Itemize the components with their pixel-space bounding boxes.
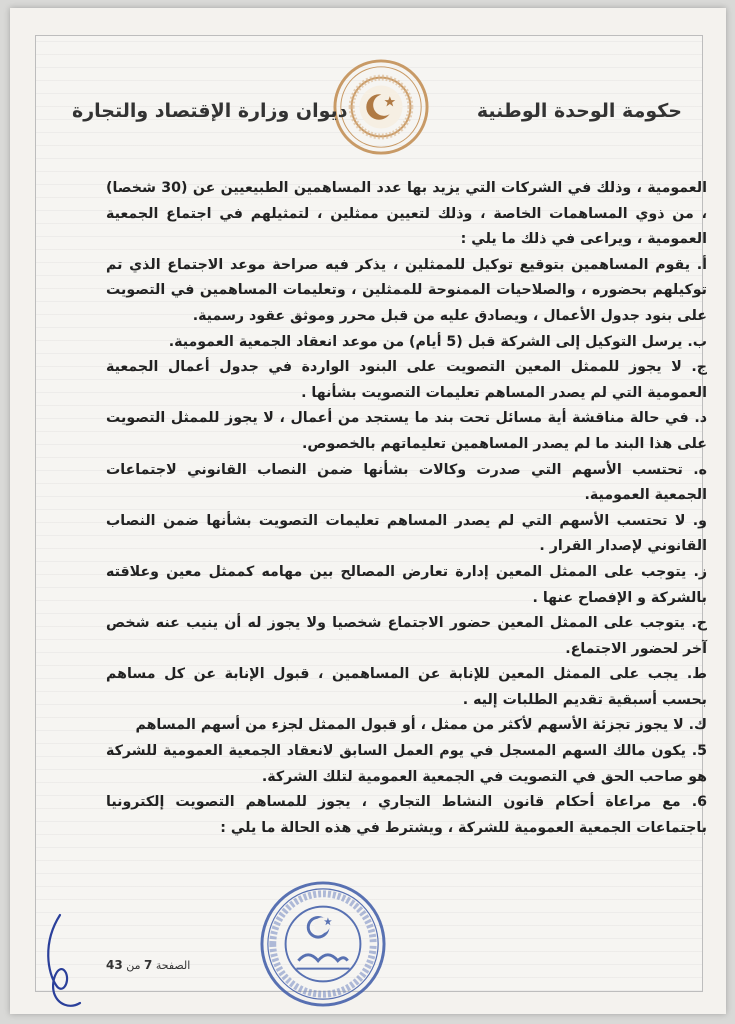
paragraph: 6. مع مراعاة أحكام قانون النشاط التجاري ، يجوز للمساهم التصويت إلكترونيا باجتماعات الجمعية العمومية للشركة ، ويشترط في هذه الحالة ما يلي : bbox=[106, 794, 707, 836]
paragraph: ز. يتوجب على الممثل المعين إدارة تعارض المصالح بين مهامه كممثل معين وعلاقته بالشركة و الإفصاح عنها . bbox=[106, 563, 707, 606]
paragraph: ك. لا يجوز تجزئة الأسهم لأكثر من ممثل ، أو قبول الممثل لجزء من أسهم المساهم bbox=[135, 717, 707, 734]
current-page: 7 bbox=[143, 958, 153, 972]
paragraph: 5. يكون مالك السهم المسجل في يوم العمل السابق لانعقاد الجمعية العمومية للشركة هو صاحب الحق في التصويت في الجمعية العمومية لتلك الشركة. bbox=[106, 743, 707, 785]
total-pages: 43 bbox=[106, 958, 123, 972]
ministry-title: ديوان وزارة الإقتصاد والتجارة bbox=[72, 100, 348, 122]
paragraph: أ. يقوم المساهمين بتوقيع توكيل للممثلين ، يذكر فيه صراحة موعد الاجتماع الذي تم توكيلهم بحضوره ، والصلاحيات الممنوحة للممثلين ، وتعليمات المساهمين في التصويت على بنود جدول الأعمال ، ويصادق عليه من قبل محرر وموثق عقود رسمية. bbox=[106, 256, 707, 324]
document-body bbox=[106, 176, 707, 841]
document-page bbox=[10, 8, 726, 1014]
page-label: الصفحة bbox=[155, 959, 191, 972]
government-title: حكومة الوحدة الوطنية bbox=[476, 100, 682, 122]
page-number bbox=[106, 958, 190, 972]
paragraph: د. في حالة مناقشة أية مسائل تحت بند ما يستجد من أعمال ، لا يجوز للممثل التصويت على هذا البند ما لم يصدر المساهمين تعليماتهم بالخصوص. bbox=[106, 410, 707, 452]
of-label: من bbox=[126, 959, 141, 972]
paragraph: ط. يجب على الممثل المعين للإنابة عن المساهمين ، قبول الإنابة عن كل مساهم بحسب أسبقية تقديم الطلبات إليه . bbox=[106, 666, 707, 708]
paragraph: ج. لا يجوز للممثل المعين التصويت على البنود الواردة في جدول أعمال الجمعية العمومية التي لم يصدر المساهم تعليمات التصويت بشأنها . bbox=[106, 359, 707, 401]
paragraph: ح. يتوجب على الممثل المعين حضور الاجتماع شخصيا ولا يجوز له أن ينيب عنه شخص آخر لحضور الاجتماع. bbox=[106, 615, 707, 657]
paragraph: ه. تحتسب الأسهم التي صدرت وكالات بشأنها ضمن النصاب القانوني لاجتماعات الجمعية العمومية. bbox=[106, 461, 707, 504]
ministry-stamp-icon bbox=[257, 880, 389, 1008]
signature-icon bbox=[40, 913, 100, 1013]
paragraph: العمومية ، وذلك في الشركات التي يزيد بها عدد المساهمين الطبيعيين عن (30 شخصا) ، من ذوي المساهمات الخاصة ، وذلك لتعيين ممثلين ، لتمثيلهم في اجتماع الجمعية العمومية ، ويراعى في ذلك ما يلي : bbox=[106, 180, 707, 248]
paragraph: ب. يرسل التوكيل إلى الشركة قبل (5 أيام) من موعد انعقاد الجمعية العمومية. bbox=[168, 333, 707, 350]
paragraph: و. لا تحتسب الأسهم التي لم يصدر المساهم تعليمات التصويت بشأنها ضمن النصاب القانوني لإصدار القرار . bbox=[106, 512, 707, 555]
